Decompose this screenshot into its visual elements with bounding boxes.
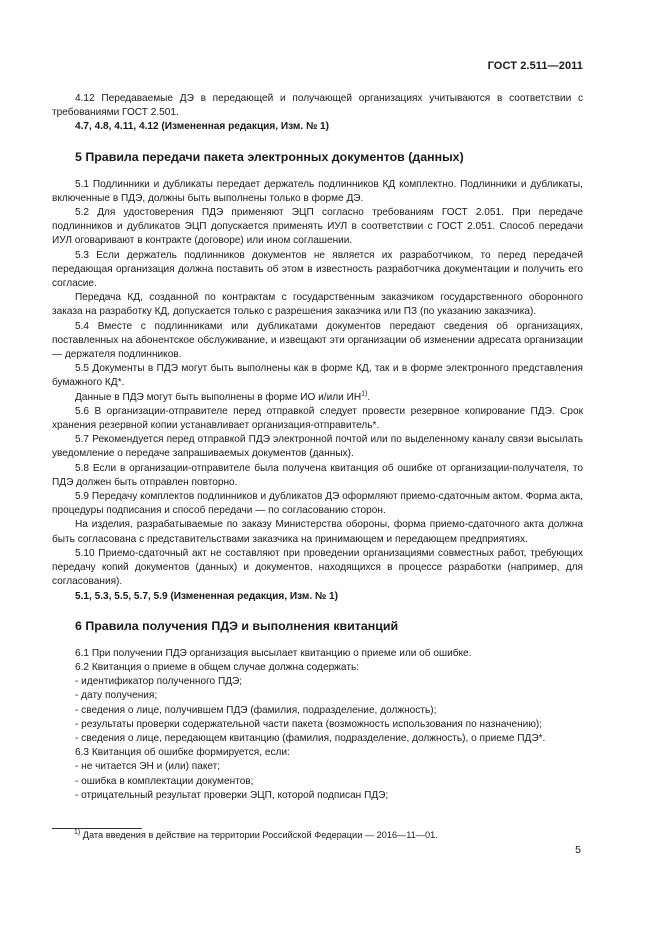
footnote [74, 829, 438, 842]
paragraph-5-9: 5.9 Передачу комплектов подлинников и дубликатов ДЭ оформляют приемо-сдаточным актом. Форма акта, процедуры подписания и способ передачи — по согласованию сторон. [52, 491, 583, 517]
amendment-note-5: 5.1, 5.3, 5.5, 5.7, 5.9 (Измененная редакция, Изм. № 1) [75, 590, 338, 602]
paragraph-5-5-data-end: . [367, 391, 371, 403]
paragraph-5-3-note: Передача КД, созданной по контрактам с государственным заказчиком государственного оборонного заказа на разработку КД, допускается только с разрешения заказчика или ПЗ (по указанию заказчика). [52, 292, 583, 318]
paragraph-5-4: 5.4 Вместе с подлинниками или дубликатами документов передают сведения об организациях, поставленных на абонентское обслуживание, и извещают эти организации об изменении адресата организации — держателя подлинников. [52, 320, 583, 361]
list-item: - результаты проверки содержательной части пакета (возможность использования по назначению); [75, 718, 543, 730]
page-content [52, 92, 583, 803]
amendment-note-4: 4.7, 4.8, 4.11, 4.12 (Измененная редакция, Изм. № 1) [75, 121, 329, 133]
paragraph-6-2: 6.2 Квитанция о приеме в общем случае должна содержать: [75, 661, 360, 673]
list-item: - сведения о лице, получившем ПДЭ (фамилия, подразделение, должность); [75, 704, 437, 716]
list-item: - ошибка в комплектации документов; [75, 775, 254, 787]
paragraph-5-5-data [52, 391, 583, 405]
paragraph-5-5-data-text: Данные в ПДЭ могут быть выполнены в форме ИО и/или ИН [75, 391, 362, 403]
document-header: ГОСТ 2.511—2011 [487, 60, 583, 72]
list-item: - сведения о лице, передающем квитанцию (фамилия, подразделение, должность), о приеме ПДЭ*. [75, 732, 546, 744]
section-6-title: 6 Правила получения ПДЭ и выполнения квитанций [75, 618, 399, 633]
paragraph-5-6: 5.6 В организации-отправителе перед отправкой следует провести резервное копирование ПДЭ. Срок хранения резервной копии устанавливает организация-отправитель*. [52, 405, 583, 432]
paragraph-5-2: 5.2 Для удостоверения ПДЭ применяют ЭЦП согласно требованиям ГОСТ 2.051. При передаче подлинников и дубликатов ЭЦП допускается применять ИУЛ в соответствии с ГОСТ 2.051. Способ передачи ИУЛ оговаривают в контракте (договоре) или ином соглашении. [52, 207, 583, 247]
footnote-text: Дата введения в действие на территории Российской Федерации — 2016—11—01. [82, 830, 438, 840]
paragraph-4-12: 4.12 Передаваемые ДЭ в передающей и получающей организациях учитываются в соответствии с требованиями ГОСТ 2.501. [52, 93, 583, 119]
paragraph-5-1: 5.1 Подлинники и дубликаты передает держатель подлинников КД комплектно. Подлинники и дубликаты, включенные в ПДЭ, должны быть выполнены только в форме ДЭ. [52, 178, 583, 204]
list-item: - не читается ЭН и (или) пакет; [75, 761, 221, 773]
list-item: - идентификатор полученного ПДЭ; [75, 676, 243, 688]
paragraph-5-9-note: На изделия, разрабатываемые по заказу Министерства обороны, форма приемо-сдаточного акта должна быть согласована с представительствами заказчика на принимающем и передающем предприятиях. [52, 519, 583, 545]
paragraph-6-1: 6.1 При получении ПДЭ организация высылает квитанцию о приеме или об ошибке. [75, 647, 472, 659]
footnote-marker: 1) [74, 828, 81, 836]
list-item: - дату получения; [75, 690, 158, 702]
list-item: - отрицательный результат проверки ЭЦП, которой подписан ПДЭ; [75, 789, 389, 801]
page-number: 5 [575, 844, 581, 856]
paragraph-5-7: 5.7 Рекомендуется перед отправкой ПДЭ электронной почтой или по выделенному каналу связи высылать уведомление о передаче запрашиваемых документов (данных). [52, 434, 583, 460]
paragraph-5-8: 5.8 Если в организации-отправителе была получена квитанция об ошибке от организации-получателя, то ПДЭ должен быть отправлен повторно. [52, 462, 583, 488]
paragraph-5-3: 5.3 Если держатель подлинников документов не является их разработчиком, то перед передачей передающая организация должна поставить об этом в известность разработчика документации и получить его согласие. [52, 249, 583, 290]
paragraph-5-10: 5.10 Приемо-сдаточный акт не составляют при проведении организациями совместных работ, требующих передачу копий документов (данных) и документов, находящихся в процессе разработки (например, для согласования). [52, 547, 583, 588]
paragraph-5-5: 5.5 Документы в ПДЭ могут быть выполнены как в форме КД, так и в форме электронного представления бумажного КД*. [52, 363, 583, 389]
section-5-title: 5 Правила передачи пакета электронных документов (данных) [75, 149, 464, 164]
paragraph-6-3: 6.3 Квитанция об ошибке формируется, если: [75, 747, 290, 759]
footnote-ref: 1) [361, 390, 368, 398]
